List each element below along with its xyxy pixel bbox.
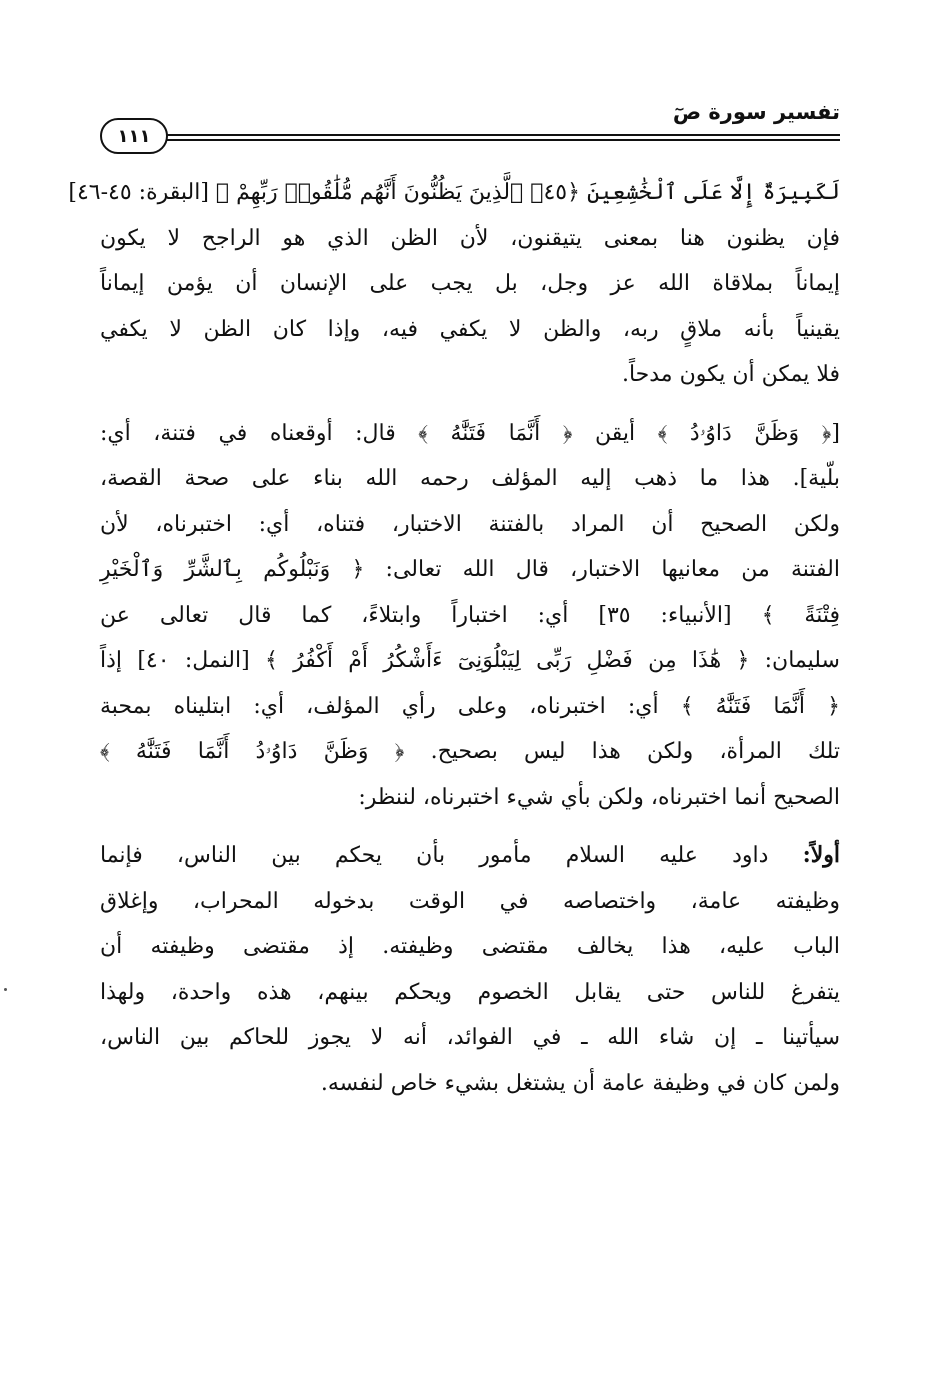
text-line: يقينياً بأنه ملاقٍ ربه، والظن لا يكفي فيه، وإذا كان الظن لا يكفي (100, 316, 840, 342)
running-title: تفسير سورة صٓ (672, 100, 840, 124)
text-line: سيأتينا ـ إن شاء الله ـ في الفوائد، أنه لا يجوز للحاكم بين الناس، (100, 1025, 840, 1050)
paragraph-3 (100, 833, 840, 1106)
text-line: الفتنة من معانيها الاختبار، قال الله تعالى: ﴿ وَنَبْلُوكُم بِٱلشَّرِّ وَٱلْخَيْرِ (100, 557, 840, 582)
header-rule (164, 139, 840, 141)
text-run: داود عليه السلام مأمور بأن يحكم بين الناس، فإنما (100, 843, 803, 868)
text-line: لَكَبِيرَةٌ إِلَّا عَلَى ٱلْخَٰشِعِينَ ﴿٤٥﴾ ٱلَّذِينَ يَظُنُّونَ أَنَّهُم مُّلَٰقُوا۟ رَبِّهِمْ ﴾ [البقرة: ٤٥-٤٦] (68, 180, 840, 205)
header-rule (164, 134, 840, 136)
paragraph-2 (100, 411, 840, 821)
text-line: يتفرغ للناس حتى يقابل الخصوم ويحكم بينهم، هذه واحدة، ولهذا (100, 979, 840, 1005)
page-number-badge: ١١١ (100, 118, 168, 154)
text-line: إيماناً بملاقاة الله عز وجل، بل يجب على الإنسان أن يؤمن إيماناً (100, 271, 840, 296)
text-line: سليمان: ﴿ هَٰذَا مِن فَضْلِ رَبِّى لِيَبْلُوَنِىٓ ءَأَشْكُرُ أَمْ أَكْفُرُ ﴾ [النمل: ٤٠] إذاً (100, 648, 840, 673)
margin-speck (4, 988, 7, 991)
text-line (100, 833, 840, 879)
text-line: فإن يظنون هنا بمعنى يتيقنون، لأن الظن الذي هو الراجح لا يكون (100, 225, 840, 251)
text-line: فلا يمكن أن يكون مدحاً. (621, 362, 840, 387)
text-line: [﴿ وَظَنَّ دَاوُۥدُ ﴾ أيقن ﴿ أَنَّمَا فَتَنَّٰهُ ﴾ قال: أوقعناه في فتنة، أي: (100, 420, 840, 446)
paragraph-1 (68, 170, 840, 398)
text-line: فِتْنَةً ﴾ [الأنبياء: ٣٥] أي: اختباراً وابتلاءً، كما قال تعالى عن (100, 602, 841, 628)
text-line: تلك المرأة، ولكن هذا ليس بصحيح. ﴿ وَظَنَّ دَاوُۥدُ أَنَّمَا فَتَنَّٰهُ ﴾ (100, 739, 840, 764)
text-line: ولكن الصحيح أن المراد بالفتنة الاختبار، فتناه، أي: اختبرناه، لأن (100, 511, 840, 537)
page-body (68, 170, 841, 1106)
text-line: ولمن كان في وظيفة عامة أن يشتغل بشيء خاص لنفسه. (320, 1070, 840, 1096)
text-line: وظيفته عامة، واختصاصه في الوقت بدخوله المحراب، وإغلاق (100, 888, 840, 914)
text-line: بلّية]. هذا ما ذهب إليه المؤلف رحمه الله بناء على صحة القصة، (100, 466, 840, 491)
text-line: الصحيح أنما اختبرناه، ولكن بأي شيء اختبرناه، لننظر: (358, 784, 840, 810)
page-header (100, 96, 840, 156)
lead-word: أولاً: (802, 842, 840, 868)
text-line: الباب عليه، هذا يخالف مقتضى وظيفته. إذ مقتضى وظيفته أن (100, 934, 840, 959)
text-line: ﴿ أَنَّمَا فَتَنَّٰهُ ﴾ أي: اختبرناه، وعلى رأي المؤلف، أي: ابتليناه بمحبة (100, 693, 840, 719)
